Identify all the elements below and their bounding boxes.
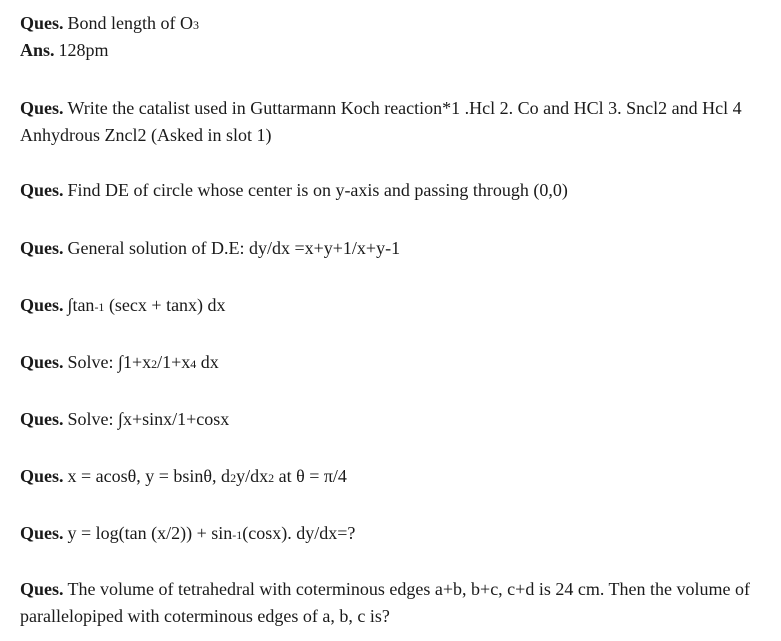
ques-label: Ques. [20, 579, 64, 599]
ques-label: Ques. [20, 180, 64, 200]
question-text: General solution of D.E: dy/dx =x+y+1/x+y-1 [67, 238, 401, 258]
question-superscript: 2 [151, 357, 158, 371]
question-7 [20, 406, 777, 433]
question-text: (cosx). dy/dx=? [242, 523, 356, 543]
question-8 [20, 463, 777, 492]
question-subscript: 3 [193, 18, 200, 32]
question-text: The volume of tetrahedral with coterminous edges a+b, b+c, c+d is 24 cm. Then the volume of parallelopiped with coterminous edges of a, b, c is? [20, 579, 750, 626]
question-6 [20, 349, 777, 378]
question-text: Solve: ∫x+sinx/1+cosx [67, 409, 230, 429]
ans-label: Ans. [20, 40, 55, 60]
question-superscript: 2 [230, 471, 237, 485]
answer-1 [20, 37, 777, 64]
question-text: x = acosθ, y = bsinθ, d [67, 466, 231, 486]
ques-label: Ques. [20, 13, 64, 33]
question-text: ∫tan [67, 295, 95, 315]
ques-label: Ques. [20, 466, 64, 486]
ques-label: Ques. [20, 352, 64, 372]
question-10 [20, 576, 777, 630]
question-text: y = log(tan (x/2)) + sin [67, 523, 233, 543]
answer-text: 128pm [58, 40, 109, 60]
question-superscript: 2 [268, 471, 275, 485]
ques-label: Ques. [20, 523, 64, 543]
question-text: dx [196, 352, 219, 372]
question-text: Solve: ∫1+x [67, 352, 152, 372]
question-9 [20, 520, 777, 549]
question-text: (secx + tanx) dx [104, 295, 226, 315]
question-4 [20, 235, 777, 262]
question-1 [20, 10, 777, 39]
question-text: Bond length of O [67, 13, 194, 33]
question-5 [20, 292, 777, 321]
question-superscript: 4 [190, 357, 197, 371]
question-text: /1+x [157, 352, 191, 372]
question-text: Write the catalist used in Guttarmann Koch reaction*1 .Hcl 2. Co and HCl 3. Sncl2 and Hcl 4 Anhydrous Zncl2 (Asked in slot 1) [20, 98, 742, 145]
question-superscript: -1 [232, 528, 243, 542]
ques-label: Ques. [20, 409, 64, 429]
question-text: Find DE of circle whose center is on y-axis and passing through (0,0) [67, 180, 568, 200]
ques-label: Ques. [20, 238, 64, 258]
question-3 [20, 177, 777, 204]
ques-label: Ques. [20, 295, 64, 315]
question-text: at θ = π/4 [274, 466, 347, 486]
question-text: y/dx [236, 466, 269, 486]
question-2 [20, 95, 777, 149]
question-superscript: -1 [94, 300, 105, 314]
ques-label: Ques. [20, 98, 64, 118]
